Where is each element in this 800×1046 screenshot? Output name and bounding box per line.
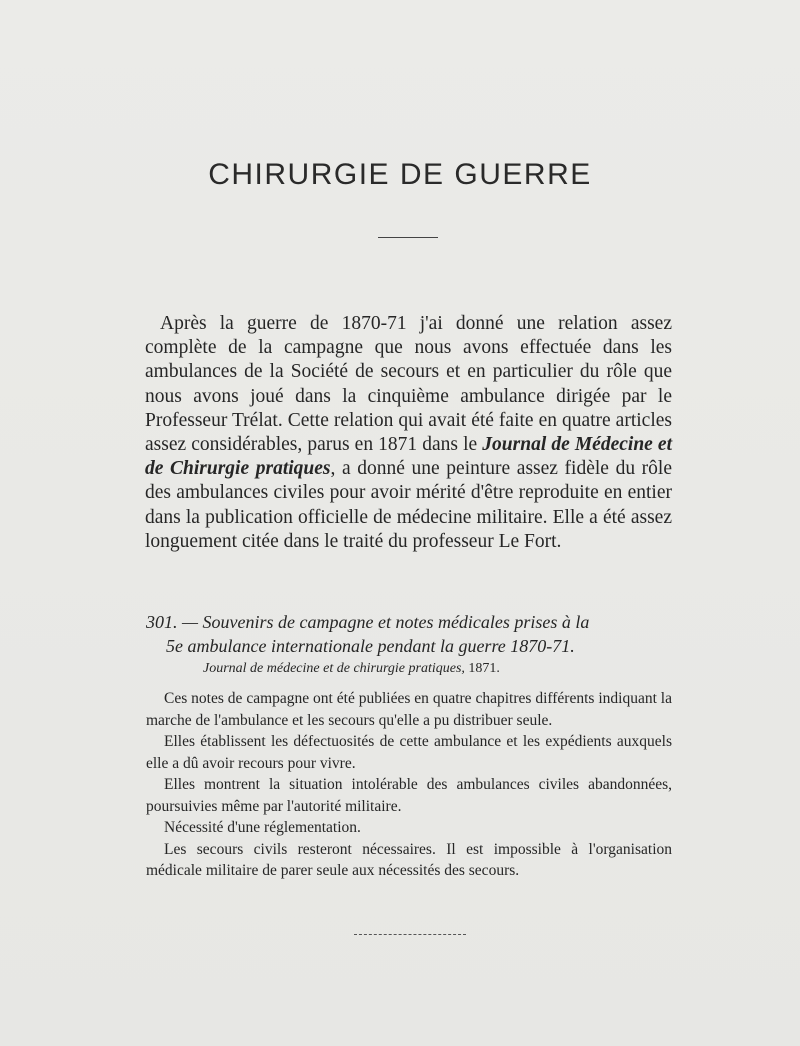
intro-text-start: Après la guerre de 1870-71 j'ai donné une relation assez complète de la campagne que nous avons effectuée dans les ambulances de la Société de secours et en particulier du rôle que nous avons joué dans la cinquième ambulance dirigée par le Professeur Trélat. Cette relation qui avait été faite en quatre articles assez considérables, parus en 1871 dans le <box>145 313 672 456</box>
summary-paragraph: Nécessité d'une réglementation. <box>164 819 361 836</box>
reference-line-2: 5e ambulance internationale pendant la guerre 1870-71. <box>166 636 575 656</box>
end-divider <box>354 934 466 935</box>
summary-paragraph: Elles montrent la situation intolérable des ambulances civiles abandonnées, poursuivies même par l'autorité militaire. <box>146 776 672 815</box>
page-title: CHIRURGIE DE GUERRE <box>208 158 592 191</box>
reference-summary <box>146 688 672 882</box>
intro-paragraph <box>145 312 672 554</box>
summary-paragraph: Les secours civils resteront nécessaires. Il est impossible à l'organisation médicale militaire de parer seule aux nécessités des secours. <box>146 840 672 879</box>
summary-paragraph: Ces notes de campagne ont été publiées en quatre chapitres différents indiquant la marche de l'ambulance et les secours qu'elle a pu distribuer seule. <box>146 690 672 729</box>
intro-text-end: , a donné une peinture assez fidèle du rôle des ambulances civiles pour avoir mérité d'être reproduite en entier dans la publication officielle de médecine militaire. Elle a été assez longuement citée dans le traité du professeur Le Fort. <box>145 458 672 552</box>
bibliographic-reference <box>146 610 672 680</box>
reference-line-1: 301. — Souvenirs de campagne et notes médicales prises à la <box>146 612 590 632</box>
intro-section <box>145 312 672 554</box>
journal-title: Journal de Médecine et de Chirurgie pratiques <box>145 434 672 480</box>
reference-source-journal: Journal de médecine et de chirurgie pratiques, <box>203 661 465 676</box>
reference-year: 1871. <box>468 661 500 676</box>
reference-source <box>146 658 672 680</box>
summary-paragraph: Elles établissent les défectuosités de cette ambulance et les expédients auxquels elle a dû avoir recours pour vivre. <box>146 733 672 772</box>
title-divider <box>378 237 438 238</box>
